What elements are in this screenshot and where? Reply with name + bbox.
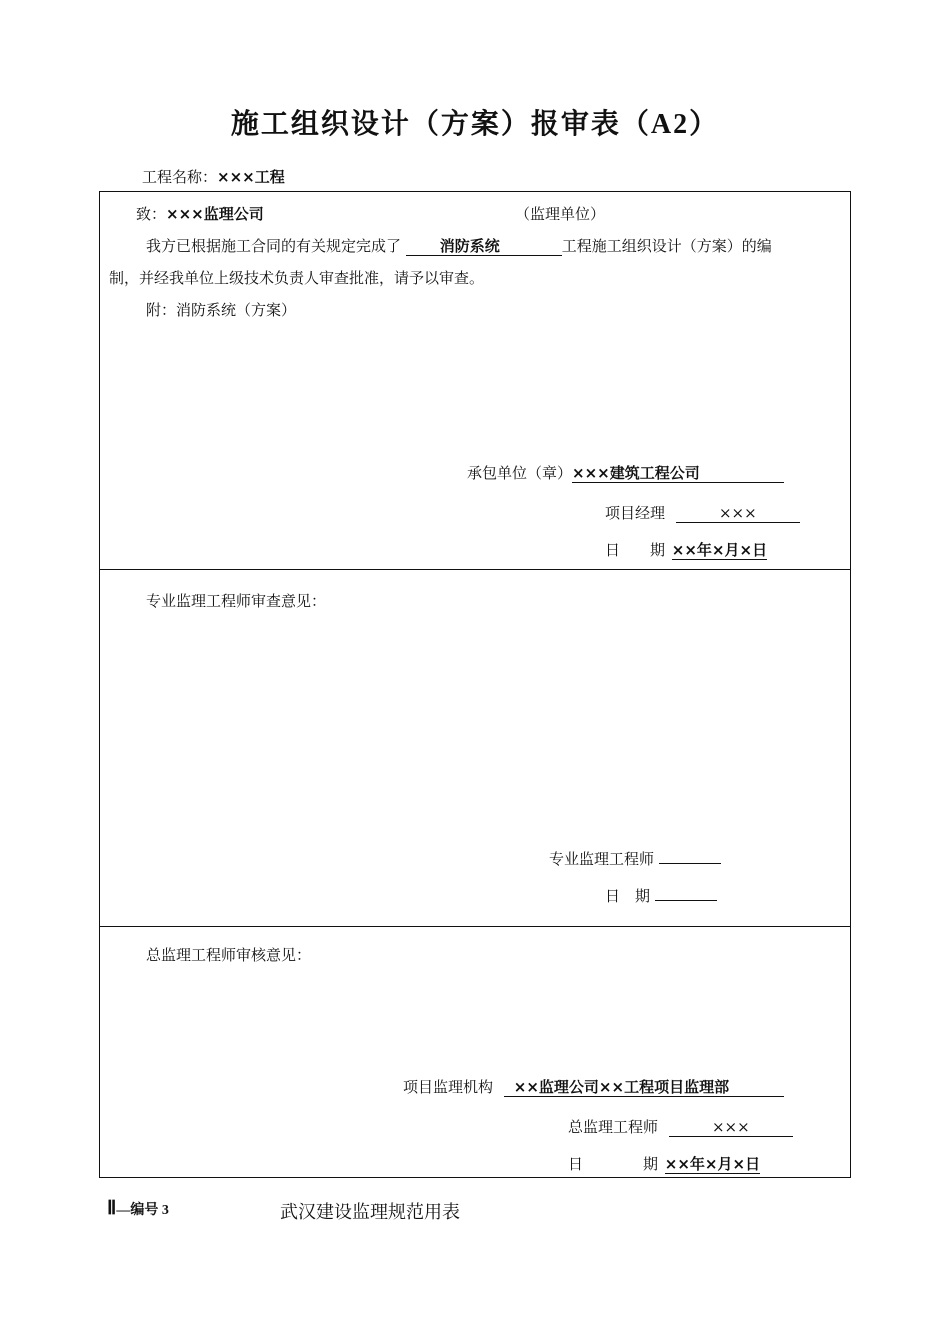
specialist-engineer-signature-line [659,863,721,864]
section3-date-value: ××年×月×日 [664,1155,761,1173]
section3-date-row [568,1153,760,1174]
body-line-1 [146,235,772,256]
manager-value: ××× [676,504,800,523]
section1-date-value: ××年×月×日 [671,541,768,559]
supervision-org-label: 项目监理机构 [403,1078,494,1096]
chief-engineer-value: ××× [669,1118,793,1137]
attachment-line: 附：消防系统（方案） [146,301,297,319]
section-divider-1 [99,569,851,570]
addressee-suffix: （监理单位） [515,205,606,223]
project-name-value: ×××工程 [217,168,285,186]
body-prefix: 我方已根据施工合同的有关规定完成了 [146,237,402,255]
chief-engineer-row [568,1116,793,1137]
page-title [0,102,950,142]
title-close: ） [689,107,720,140]
chief-opinion-label: 总监理工程师审核意见： [146,946,312,964]
addressee-value: ×××监理公司 [166,205,264,223]
section-divider-2 [99,926,851,927]
title-main: 施工组织设计（方案）报审表（ [230,107,651,140]
addressee-row [136,203,264,224]
contractor-value: ×××建筑工程公司 [572,464,784,483]
section1-date-row [605,539,767,560]
title-code: A2 [650,109,690,140]
body-suffix: 工程施工组织设计（方案）的编 [561,237,772,255]
section3-date-label: 日 期 [568,1155,659,1173]
contractor-row [467,462,784,483]
addressee-label: 致： [136,205,167,223]
section2-date-line [655,900,717,901]
specialist-engineer-label: 专业监理工程师 [549,850,655,868]
specialist-opinion-label: 专业监理工程师审查意见： [146,592,327,610]
project-name-label: 工程名称： [142,168,218,186]
form-table [99,191,851,1178]
section2-date-row [605,885,717,906]
form-code-roman: Ⅱ [107,1198,117,1219]
contractor-label: 承包单位（章） [467,464,573,482]
section1-date-label: 日 期 [605,541,666,559]
supervision-org-value: ××监理公司××工程项目监理部 [504,1078,784,1097]
chief-engineer-label: 总监理工程师 [568,1118,659,1136]
form-code-number: —编号 3 [116,1203,169,1218]
form-code [107,1197,169,1220]
section2-date-label: 日 期 [605,887,651,905]
body-line-2: 制，并经我单位上级技术负责人审查批准，请予以审查。 [109,269,485,287]
specialist-engineer-row [549,848,721,869]
supervision-org-row [403,1076,784,1097]
body-system-value: 消防系统 [406,237,562,256]
manager-row [605,502,800,523]
project-name-row [142,166,285,187]
spec-name: 武汉建设监理规范用表 [280,1202,460,1223]
manager-label: 项目经理 [605,504,666,522]
